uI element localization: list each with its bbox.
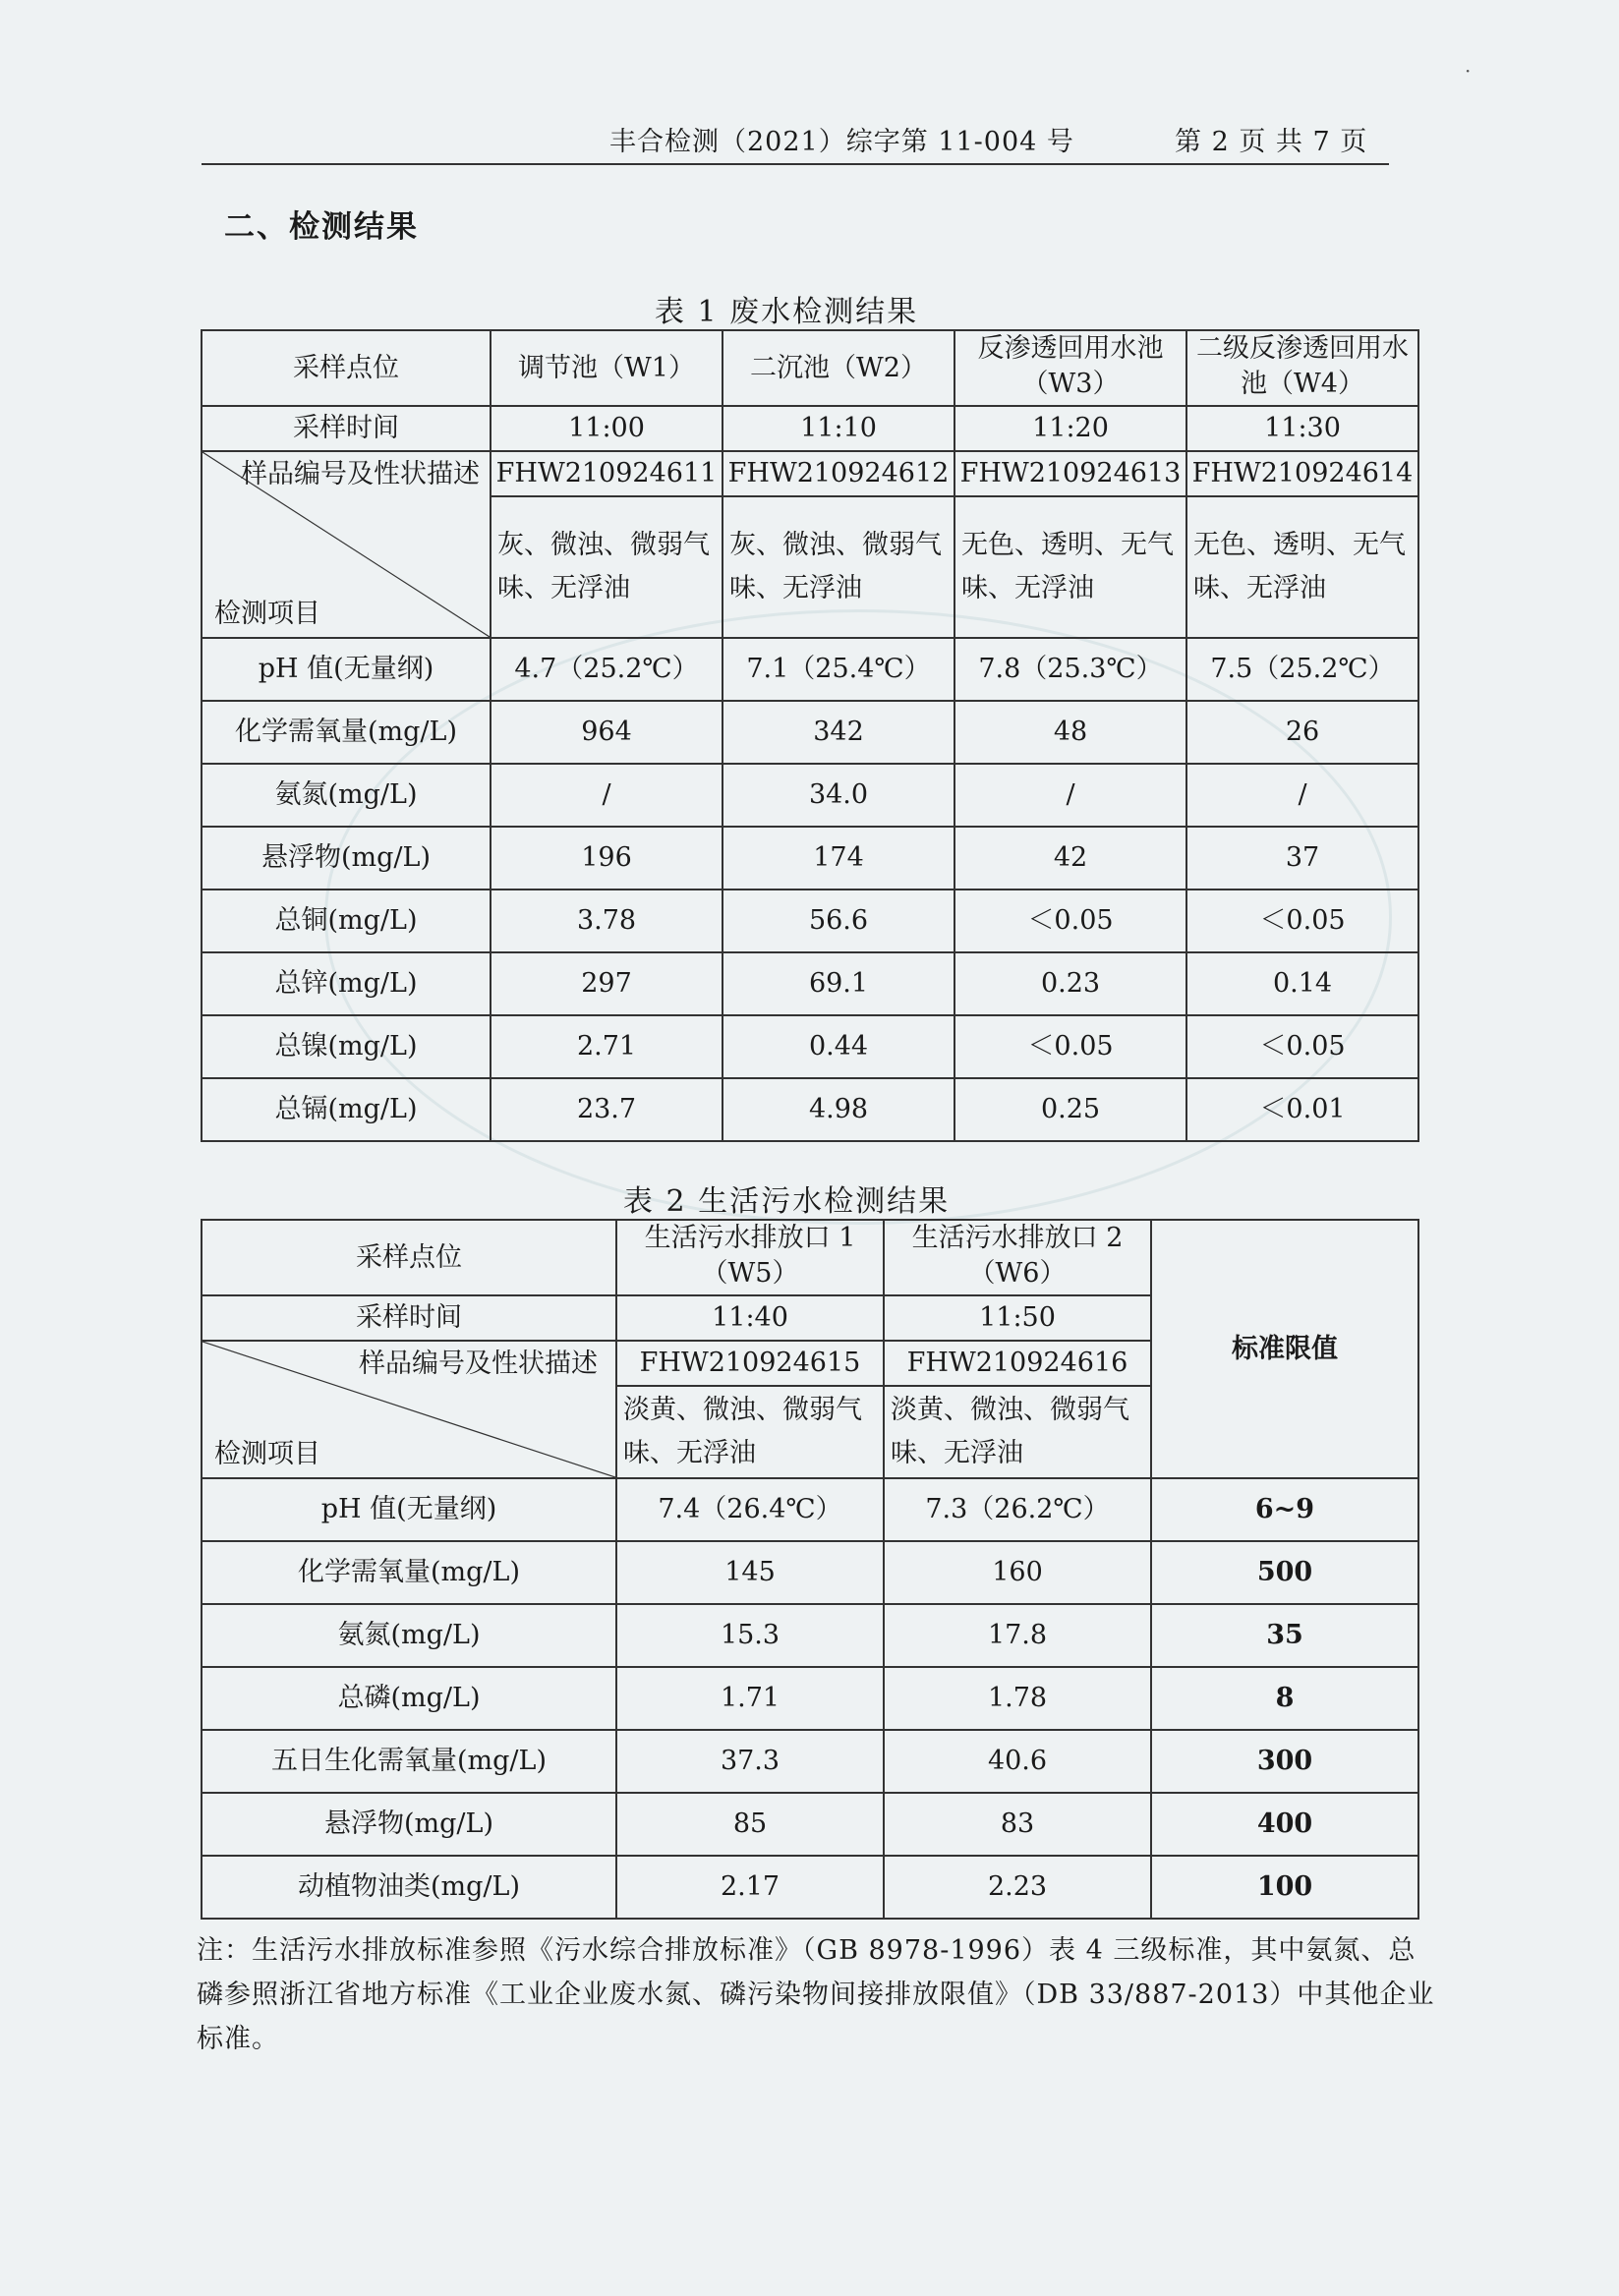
table1-value: /	[954, 764, 1186, 827]
table2-data-row	[202, 1604, 1418, 1667]
table1-value: 0.25	[954, 1078, 1186, 1141]
table2-sample-id: FHW210924615	[616, 1341, 884, 1386]
table1-value: 42	[954, 827, 1186, 890]
table1-value: 0.14	[1186, 952, 1418, 1015]
table1-time-label: 采样时间	[202, 406, 491, 451]
table1-value: 3.78	[491, 890, 723, 952]
page-info: 第 2 页 共 7 页	[1175, 127, 1368, 157]
table1-value: 964	[491, 701, 723, 764]
table1-value: ＜0.01	[1186, 1078, 1418, 1141]
table2-value: 145	[616, 1541, 884, 1604]
table1-value: 297	[491, 952, 723, 1015]
table1-value: 7.1（25.4℃）	[723, 638, 954, 701]
table1-item-name: 氨氮(mg/L)	[202, 764, 491, 827]
table1-value: 26	[1186, 701, 1418, 764]
table1-sample-id: FHW210924613	[954, 451, 1186, 496]
table1-value: ＜0.05	[1186, 890, 1418, 952]
table2-item-name: 总磷(mg/L)	[202, 1667, 616, 1730]
table1-value: 4.98	[723, 1078, 954, 1141]
table1-point-name: 二沉池（W2）	[723, 330, 954, 406]
table1-point-name: 二级反渗透回用水池（W4）	[1186, 330, 1418, 406]
table1-sample-desc: 无色、透明、无气味、无浮油	[954, 496, 1186, 638]
table2-std-value: 400	[1151, 1793, 1418, 1856]
table2-std-value: 500	[1151, 1541, 1418, 1604]
table2-data-row	[202, 1541, 1418, 1604]
table1-time: 11:20	[954, 406, 1186, 451]
table2-std-value: 300	[1151, 1730, 1418, 1793]
table2-std-value: 35	[1151, 1604, 1418, 1667]
section-title: 二、检测结果	[224, 209, 419, 245]
table2-value: 83	[884, 1793, 1151, 1856]
table2-data-row	[202, 1667, 1418, 1730]
table1-value: 37	[1186, 827, 1418, 890]
table2-std-header: 标准限值	[1151, 1220, 1418, 1478]
table2-item-name: 五日生化需氧量(mg/L)	[202, 1730, 616, 1793]
report-number: 丰合检测（2021）综字第 11-004 号	[609, 127, 1074, 157]
table1-item-name: 总镍(mg/L)	[202, 1015, 491, 1078]
table1-value: 7.8（25.3℃）	[954, 638, 1186, 701]
table1-data-row	[202, 1015, 1418, 1078]
table1-item-name: pH 值(无量纲)	[202, 638, 491, 701]
table2-std-value: 100	[1151, 1856, 1418, 1919]
table1-value: 2.71	[491, 1015, 723, 1078]
table1-sample-desc: 灰、微浊、微弱气味、无浮油	[723, 496, 954, 638]
table2-value: 7.4（26.4℃）	[616, 1478, 884, 1541]
table1-sample-desc: 灰、微浊、微弱气味、无浮油	[491, 496, 723, 638]
table1-data-row	[202, 764, 1418, 827]
table1-item-label: 检测项目	[214, 599, 320, 629]
table2-sample-id: FHW210924616	[884, 1341, 1151, 1386]
table1-data-row	[202, 638, 1418, 701]
table1-item-name: 化学需氧量(mg/L)	[202, 701, 491, 764]
table2-value: 17.8	[884, 1604, 1151, 1667]
table2-std-value: 8	[1151, 1667, 1418, 1730]
table1-value: /	[1186, 764, 1418, 827]
table1-value: 48	[954, 701, 1186, 764]
table2-caption: 表 2 生活污水检测结果	[622, 1184, 951, 1219]
table2-value: 160	[884, 1541, 1151, 1604]
table2-time-label: 采样时间	[202, 1295, 616, 1341]
table2-point-label: 采样点位	[202, 1220, 616, 1295]
table2-sample-desc-label: 样品编号及性状描述	[359, 1349, 598, 1379]
table1-value: 7.5（25.2℃）	[1186, 638, 1418, 701]
table1-value: 0.23	[954, 952, 1186, 1015]
table2-data-row	[202, 1730, 1418, 1793]
table2-data-row	[202, 1793, 1418, 1856]
table1	[201, 329, 1419, 1142]
table2-point-row	[202, 1220, 1418, 1295]
table1-point-label: 采样点位	[202, 330, 491, 406]
table1-item-name: 悬浮物(mg/L)	[202, 827, 491, 890]
table2-data-row	[202, 1478, 1418, 1541]
table1-value: 0.44	[723, 1015, 954, 1078]
table2-item-name: 动植物油类(mg/L)	[202, 1856, 616, 1919]
table2-value: 15.3	[616, 1604, 884, 1667]
table2-body	[202, 1478, 1418, 1919]
table1-value: ＜0.05	[1186, 1015, 1418, 1078]
table1-sample-desc-label: 样品编号及性状描述	[241, 459, 480, 489]
table1-sample-id: FHW210924612	[723, 451, 954, 496]
table2-point-name: 生活污水排放口 2（W6）	[884, 1220, 1151, 1295]
table2-value: 2.23	[884, 1856, 1151, 1919]
table1-value: 34.0	[723, 764, 954, 827]
table1-sample-id: FHW210924611	[491, 451, 723, 496]
header-divider	[202, 163, 1389, 165]
table1-value: 23.7	[491, 1078, 723, 1141]
table1-point-row	[202, 330, 1418, 406]
table1-data-row	[202, 1078, 1418, 1141]
table2-item-name: pH 值(无量纲)	[202, 1478, 616, 1541]
table2-time: 11:50	[884, 1295, 1151, 1341]
table2-value: 40.6	[884, 1730, 1151, 1793]
table2-time: 11:40	[616, 1295, 884, 1341]
table1-value: 196	[491, 827, 723, 890]
table2-sample-desc: 淡黄、微浊、微弱气味、无浮油	[616, 1386, 884, 1478]
table2-point-name: 生活污水排放口 1（W5）	[616, 1220, 884, 1295]
table2-value: 85	[616, 1793, 884, 1856]
table1-time-row	[202, 406, 1418, 451]
table1-item-name: 总锌(mg/L)	[202, 952, 491, 1015]
table1-value: ＜0.05	[954, 1015, 1186, 1078]
table2-value: 1.78	[884, 1667, 1151, 1730]
table2	[201, 1219, 1419, 1920]
table2-item-name: 氨氮(mg/L)	[202, 1604, 616, 1667]
table2-value: 2.17	[616, 1856, 884, 1919]
table1-data-row	[202, 890, 1418, 952]
table1-value: 174	[723, 827, 954, 890]
table2-std-value: 6~9	[1151, 1478, 1418, 1541]
table1-body	[202, 638, 1418, 1141]
table1-time: 11:30	[1186, 406, 1418, 451]
table2-item-name: 化学需氧量(mg/L)	[202, 1541, 616, 1604]
table1-item-name: 总铜(mg/L)	[202, 890, 491, 952]
table1-sample-id: FHW210924614	[1186, 451, 1418, 496]
scan-speck: ·	[1465, 59, 1472, 83]
table2-value: 7.3（26.2℃）	[884, 1478, 1151, 1541]
table1-value: ＜0.05	[954, 890, 1186, 952]
table1-time: 11:10	[723, 406, 954, 451]
table1-diagonal-header	[202, 451, 491, 638]
table2-item-name: 悬浮物(mg/L)	[202, 1793, 616, 1856]
table2-sample-desc: 淡黄、微浊、微弱气味、无浮油	[884, 1386, 1151, 1478]
table1-point-name: 调节池（W1）	[491, 330, 723, 406]
table2-diagonal-header	[202, 1341, 616, 1478]
table1-id-row	[202, 451, 1418, 496]
table1-point-name: 反渗透回用水池（W3）	[954, 330, 1186, 406]
table1-item-name: 总镉(mg/L)	[202, 1078, 491, 1141]
table1-value: 56.6	[723, 890, 954, 952]
table1-data-row	[202, 701, 1418, 764]
table1-data-row	[202, 952, 1418, 1015]
table1-value: 4.7（25.2℃）	[491, 638, 723, 701]
table1-time: 11:00	[491, 406, 723, 451]
table1-sample-desc: 无色、透明、无气味、无浮油	[1186, 496, 1418, 638]
table2-value: 1.71	[616, 1667, 884, 1730]
table1-value: /	[491, 764, 723, 827]
table1-data-row	[202, 827, 1418, 890]
table2-value: 37.3	[616, 1730, 884, 1793]
footnote: 注：生活污水排放标准参照《污水综合排放标准》（GB 8978-1996）表 4 三级标准，其中氨氮、总磷参照浙江省地方标准《工业企业废水氮、磷污染物间接排放限值》（DB 33/887-2013）中其他企业标准。	[197, 1935, 1435, 2054]
table1-caption: 表 1 废水检测结果	[654, 295, 919, 329]
table2-item-label: 检测项目	[214, 1439, 320, 1469]
table1-value: 342	[723, 701, 954, 764]
table2-data-row	[202, 1856, 1418, 1919]
table1-value: 69.1	[723, 952, 954, 1015]
